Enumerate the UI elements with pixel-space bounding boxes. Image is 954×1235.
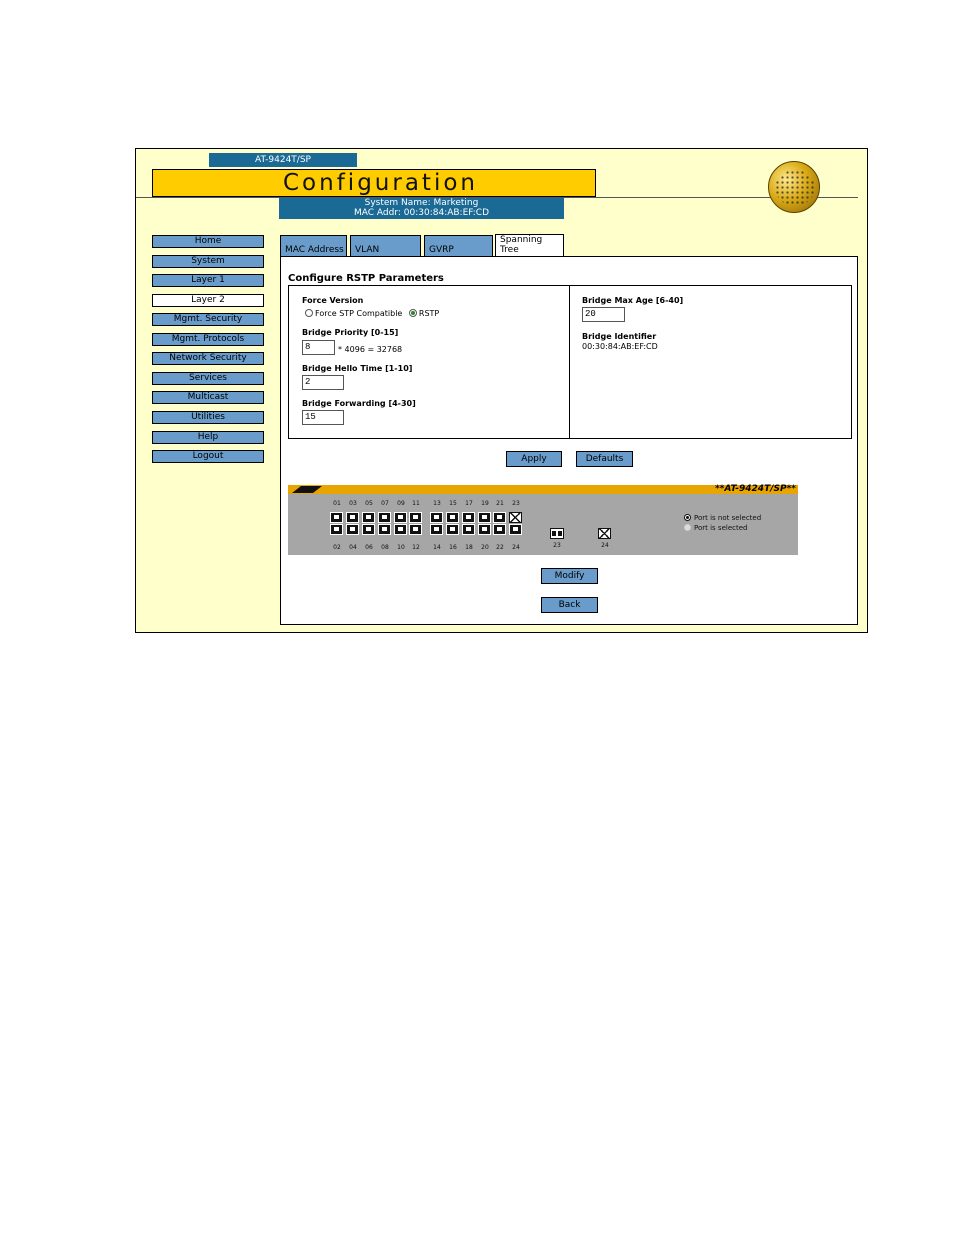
tab-mac-address[interactable]: MAC Address [280, 235, 347, 257]
port-07[interactable] [378, 512, 391, 523]
port-number: 20 [481, 544, 489, 551]
nav-layer1-button[interactable]: Layer 1 [152, 274, 264, 287]
port-01[interactable] [330, 512, 343, 523]
port-number: 10 [397, 544, 405, 551]
port-14[interactable] [430, 524, 443, 535]
port-08[interactable] [378, 524, 391, 535]
port-number: 18 [465, 544, 473, 551]
port-number: 23 [512, 500, 520, 507]
tab-spanning-tree[interactable] [495, 234, 564, 257]
port-number: 15 [449, 500, 457, 507]
port-number: 22 [496, 544, 504, 551]
legend-not-selected-text: Port is not selected [694, 514, 762, 522]
nav-mgmt-protocols-button[interactable]: Mgmt. Protocols [152, 333, 264, 346]
port-number: 11 [412, 500, 420, 507]
port-11[interactable] [409, 512, 422, 523]
bridge-identifier-label: Bridge Identifier [582, 332, 657, 341]
port-10[interactable] [394, 524, 407, 535]
port-number: 02 [333, 544, 341, 551]
force-stp-label: Force STP Compatible [315, 309, 403, 318]
bridge-hello-input[interactable]: 2 [302, 375, 344, 390]
rstp-parameters-box [288, 285, 852, 439]
configuration-window [135, 148, 868, 633]
port-number: 13 [433, 500, 441, 507]
port-06[interactable] [362, 524, 375, 535]
system-name: System Name: Marketing [364, 198, 479, 208]
port-03[interactable] [346, 512, 359, 523]
port-12[interactable] [409, 524, 422, 535]
switch-faceplate [288, 485, 798, 555]
port-not-selected-icon [684, 514, 691, 521]
port-number: 14 [433, 544, 441, 551]
port-number: 05 [365, 500, 373, 507]
bridge-identifier-value: 00:30:84:AB:EF:CD [582, 342, 658, 351]
sfp-port-24[interactable] [598, 528, 611, 539]
legend-selected-text: Port is selected [694, 524, 748, 532]
port-22[interactable] [493, 524, 506, 535]
port-16[interactable] [446, 524, 459, 535]
port-05[interactable] [362, 512, 375, 523]
globe-logo-icon [768, 161, 820, 213]
port-04[interactable] [346, 524, 359, 535]
port-09[interactable] [394, 512, 407, 523]
tab-spanning-tree-line1: Spanning [500, 235, 543, 245]
switch-model-label: **AT-9424T/SP** [714, 484, 796, 494]
port-19[interactable] [478, 512, 491, 523]
bridge-forwarding-input[interactable]: 15 [302, 410, 344, 425]
force-version-options [305, 309, 439, 318]
tab-spanning-tree-line2: Tree [500, 245, 519, 255]
nav-logout-button[interactable]: Logout [152, 450, 264, 463]
port-20[interactable] [478, 524, 491, 535]
bridge-priority-calc: * 4096 = 32768 [338, 345, 403, 354]
nav-layer2-button[interactable]: Layer 2 [152, 294, 264, 307]
tab-vlan[interactable]: VLAN [350, 235, 421, 257]
legend-not-selected [684, 514, 761, 522]
legend-selected [684, 524, 747, 532]
port-number: 12 [412, 544, 420, 551]
port-18[interactable] [462, 524, 475, 535]
port-number: 04 [349, 544, 357, 551]
model-tab: AT-9424T/SP [209, 153, 357, 167]
defaults-button[interactable]: Defaults [576, 451, 633, 467]
sfp-number: 23 [553, 542, 561, 549]
modify-button[interactable]: Modify [541, 568, 598, 584]
nav-multicast-button[interactable]: Multicast [152, 391, 264, 404]
port-23[interactable] [509, 512, 522, 523]
port-15[interactable] [446, 512, 459, 523]
page-title: Configuration [152, 169, 596, 197]
port-number: 08 [381, 544, 389, 551]
port-selected-icon [684, 524, 691, 531]
port-number: 17 [465, 500, 473, 507]
port-number: 03 [349, 500, 357, 507]
bridge-forwarding-label: Bridge Forwarding [4-30] [302, 399, 416, 408]
content-panel [280, 256, 858, 625]
rstp-radio[interactable] [409, 309, 417, 317]
port-13[interactable] [430, 512, 443, 523]
system-info-box [279, 198, 564, 219]
bridge-max-age-input[interactable]: 20 [582, 307, 625, 322]
bridge-priority-label: Bridge Priority [0-15] [302, 328, 399, 337]
port-02[interactable] [330, 524, 343, 535]
tab-gvrp[interactable]: GVRP [424, 235, 493, 257]
port-24[interactable] [509, 524, 522, 535]
nav-network-security-button[interactable]: Network Security [152, 352, 264, 365]
port-number: 21 [496, 500, 504, 507]
mac-address: MAC Addr: 00:30:84:AB:EF:CD [354, 208, 489, 218]
force-stp-radio[interactable] [305, 309, 313, 317]
nav-mgmt-security-button[interactable]: Mgmt. Security [152, 313, 264, 326]
port-number: 07 [381, 500, 389, 507]
section-heading: Configure RSTP Parameters [288, 273, 444, 284]
sfp-port-23[interactable] [550, 528, 564, 539]
bridge-hello-label: Bridge Hello Time [1-10] [302, 364, 413, 373]
nav-home-button[interactable]: Home [152, 235, 264, 248]
nav-utilities-button[interactable]: Utilities [152, 411, 264, 424]
column-divider [569, 286, 570, 438]
back-button[interactable]: Back [541, 597, 598, 613]
port-21[interactable] [493, 512, 506, 523]
nav-help-button[interactable]: Help [152, 431, 264, 444]
sfp-number: 24 [601, 542, 609, 549]
port-number: 19 [481, 500, 489, 507]
port-number: 06 [365, 544, 373, 551]
bridge-max-age-label: Bridge Max Age [6-40] [582, 296, 684, 305]
force-version-label: Force Version [302, 296, 364, 305]
port-number: 01 [333, 500, 341, 507]
nav-system-button[interactable]: System [152, 255, 264, 268]
port-number: 16 [449, 544, 457, 551]
port-17[interactable] [462, 512, 475, 523]
nav-services-button[interactable]: Services [152, 372, 264, 385]
bridge-priority-input[interactable]: 8 [302, 340, 335, 355]
port-number: 24 [512, 544, 520, 551]
apply-button[interactable]: Apply [506, 451, 562, 467]
rstp-label: RSTP [418, 309, 440, 318]
port-number: 09 [397, 500, 405, 507]
